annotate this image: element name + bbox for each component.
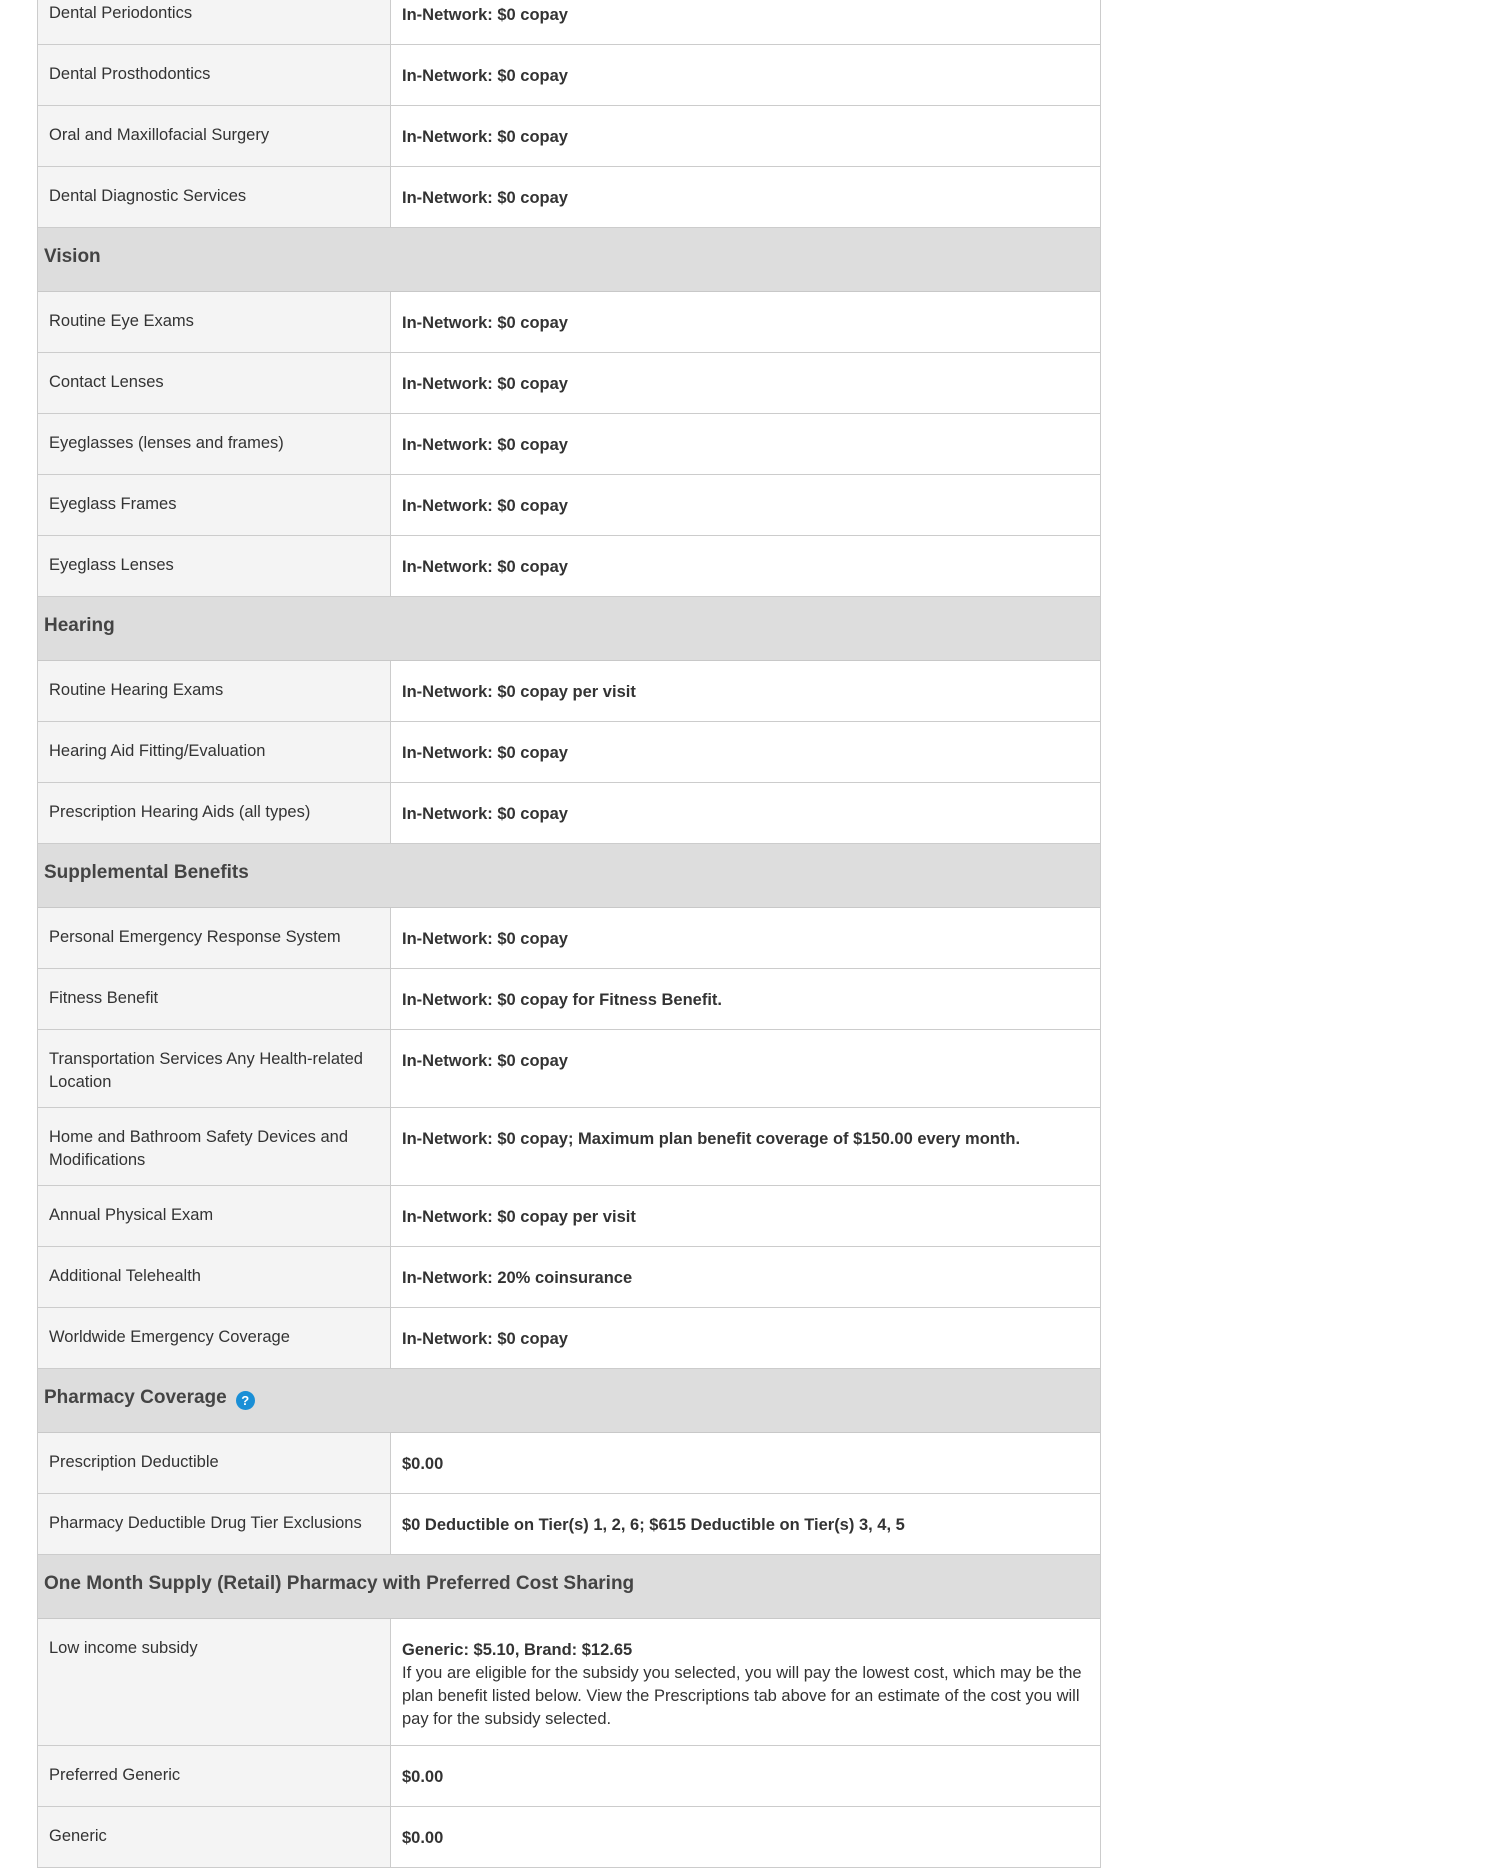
table-row — [38, 969, 1100, 1030]
table-row — [38, 536, 1100, 597]
subsidy-note: If you are eligible for the subsidy you selected, you will pay the lowest cost, which may be the plan benefit listed below. View the Prescriptions tab above for an estimate of the cost you will pay for the subsidy selected. — [402, 1664, 1082, 1728]
benefit-value — [391, 1308, 1100, 1368]
table-row — [38, 0, 1100, 45]
benefit-value — [391, 536, 1100, 596]
benefit-value — [391, 0, 1100, 44]
help-icon[interactable]: ? — [236, 1391, 255, 1410]
benefit-name: Pharmacy Deductible Drug Tier Exclusions — [38, 1494, 391, 1554]
table-row — [38, 1494, 1100, 1555]
benefit-value — [391, 661, 1100, 721]
benefits-table — [37, 0, 1101, 1868]
benefit-name: Prescription Deductible — [38, 1433, 391, 1493]
table-row — [38, 783, 1100, 844]
table-row — [38, 908, 1100, 969]
table-row — [38, 722, 1100, 783]
benefit-value — [391, 1433, 1100, 1493]
benefit-value — [391, 1746, 1100, 1806]
benefit-name: Low income subsidy — [38, 1619, 391, 1745]
benefit-value — [391, 106, 1100, 166]
benefit-cost: In-Network: $0 copay; Maximum plan benefit coverage of $150.00 every month. — [402, 1130, 1021, 1148]
section-header-hearing — [38, 597, 1100, 661]
benefit-cost: In-Network: $0 copay — [402, 375, 568, 393]
benefit-cost: In-Network: 20% coinsurance — [402, 1269, 633, 1287]
benefit-cost: In-Network: $0 copay — [402, 497, 568, 515]
benefit-name: Contact Lenses — [38, 353, 391, 413]
benefit-value — [391, 908, 1100, 968]
benefit-cost: In-Network: $0 copay — [402, 558, 568, 576]
benefit-name: Dental Diagnostic Services — [38, 167, 391, 227]
table-row — [38, 1186, 1100, 1247]
benefit-name: Generic — [38, 1807, 391, 1867]
benefit-cost: $0 Deductible on Tier(s) 1, 2, 6; $615 Deductible on Tier(s) 3, 4, 5 — [402, 1516, 905, 1534]
benefit-cost: In-Network: $0 copay per visit — [402, 683, 636, 701]
benefit-name: Home and Bathroom Safety Devices and Modifications — [38, 1108, 391, 1185]
section-title: One Month Supply (Retail) Pharmacy with Preferred Cost Sharing — [44, 1573, 635, 1594]
benefit-name: Prescription Hearing Aids (all types) — [38, 783, 391, 843]
benefit-cost: $0.00 — [402, 1455, 444, 1473]
section-header-vision — [38, 228, 1100, 292]
benefit-name: Eyeglass Frames — [38, 475, 391, 535]
section-title: Pharmacy Coverage — [44, 1387, 227, 1408]
table-row — [38, 106, 1100, 167]
section-header-pharmacy-coverage — [38, 1369, 1100, 1433]
benefit-cost: In-Network: $0 copay — [402, 805, 568, 823]
benefit-cost: In-Network: $0 copay — [402, 128, 568, 146]
benefit-cost: In-Network: $0 copay — [402, 189, 568, 207]
section-header-one-month-supply — [38, 1555, 1100, 1619]
table-row — [38, 661, 1100, 722]
benefit-value — [391, 969, 1100, 1029]
benefit-value — [391, 783, 1100, 843]
table-row — [38, 414, 1100, 475]
benefit-name: Additional Telehealth — [38, 1247, 391, 1307]
benefit-cost: Generic: $5.10, Brand: $12.65 — [402, 1641, 633, 1659]
benefit-name: Eyeglasses (lenses and frames) — [38, 414, 391, 474]
table-row — [38, 1247, 1100, 1308]
benefit-value — [391, 1030, 1100, 1107]
benefit-value — [391, 1108, 1100, 1185]
table-row — [38, 1746, 1100, 1807]
benefit-value — [391, 1494, 1100, 1554]
benefit-value — [391, 167, 1100, 227]
benefit-name: Personal Emergency Response System — [38, 908, 391, 968]
table-row — [38, 45, 1100, 106]
section-title: Vision — [44, 246, 101, 267]
benefit-name: Routine Hearing Exams — [38, 661, 391, 721]
benefit-cost: In-Network: $0 copay — [402, 6, 568, 24]
benefit-name: Dental Prosthodontics — [38, 45, 391, 105]
benefit-value — [391, 475, 1100, 535]
benefit-value — [391, 292, 1100, 352]
benefit-value — [391, 1619, 1100, 1745]
benefit-value — [391, 722, 1100, 782]
section-title: Supplemental Benefits — [44, 862, 249, 883]
table-row — [38, 292, 1100, 353]
benefit-value — [391, 1247, 1100, 1307]
table-row — [38, 167, 1100, 228]
benefit-value — [391, 414, 1100, 474]
table-row — [38, 1433, 1100, 1494]
section-header-supplemental-benefits — [38, 844, 1100, 908]
table-row — [38, 353, 1100, 414]
benefit-name: Hearing Aid Fitting/Evaluation — [38, 722, 391, 782]
table-row — [38, 1807, 1100, 1868]
benefit-cost: In-Network: $0 copay — [402, 314, 568, 332]
table-row — [38, 475, 1100, 536]
table-row — [38, 1030, 1100, 1108]
benefit-cost: In-Network: $0 copay — [402, 1330, 568, 1348]
benefit-value — [391, 45, 1100, 105]
section-title: Hearing — [44, 615, 115, 636]
benefit-cost: In-Network: $0 copay per visit — [402, 1208, 636, 1226]
benefit-cost: $0.00 — [402, 1768, 444, 1786]
benefit-value — [391, 1807, 1100, 1867]
benefit-name: Preferred Generic — [38, 1746, 391, 1806]
table-row — [38, 1619, 1100, 1746]
benefit-name: Annual Physical Exam — [38, 1186, 391, 1246]
benefit-cost: In-Network: $0 copay — [402, 436, 568, 454]
benefit-cost: In-Network: $0 copay — [402, 744, 568, 762]
benefit-name: Dental Periodontics — [38, 0, 391, 44]
benefit-name: Eyeglass Lenses — [38, 536, 391, 596]
benefit-cost: In-Network: $0 copay for Fitness Benefit. — [402, 991, 722, 1009]
benefit-value — [391, 1186, 1100, 1246]
benefit-cost: In-Network: $0 copay — [402, 67, 568, 85]
benefit-name: Routine Eye Exams — [38, 292, 391, 352]
table-row — [38, 1308, 1100, 1369]
benefit-cost: In-Network: $0 copay — [402, 930, 568, 948]
benefit-value — [391, 353, 1100, 413]
table-row — [38, 1108, 1100, 1186]
benefit-cost: In-Network: $0 copay — [402, 1052, 568, 1070]
benefit-name: Worldwide Emergency Coverage — [38, 1308, 391, 1368]
benefit-name: Transportation Services Any Health-related Location — [38, 1030, 391, 1107]
benefit-name: Oral and Maxillofacial Surgery — [38, 106, 391, 166]
benefit-name: Fitness Benefit — [38, 969, 391, 1029]
benefit-cost: $0.00 — [402, 1829, 444, 1847]
